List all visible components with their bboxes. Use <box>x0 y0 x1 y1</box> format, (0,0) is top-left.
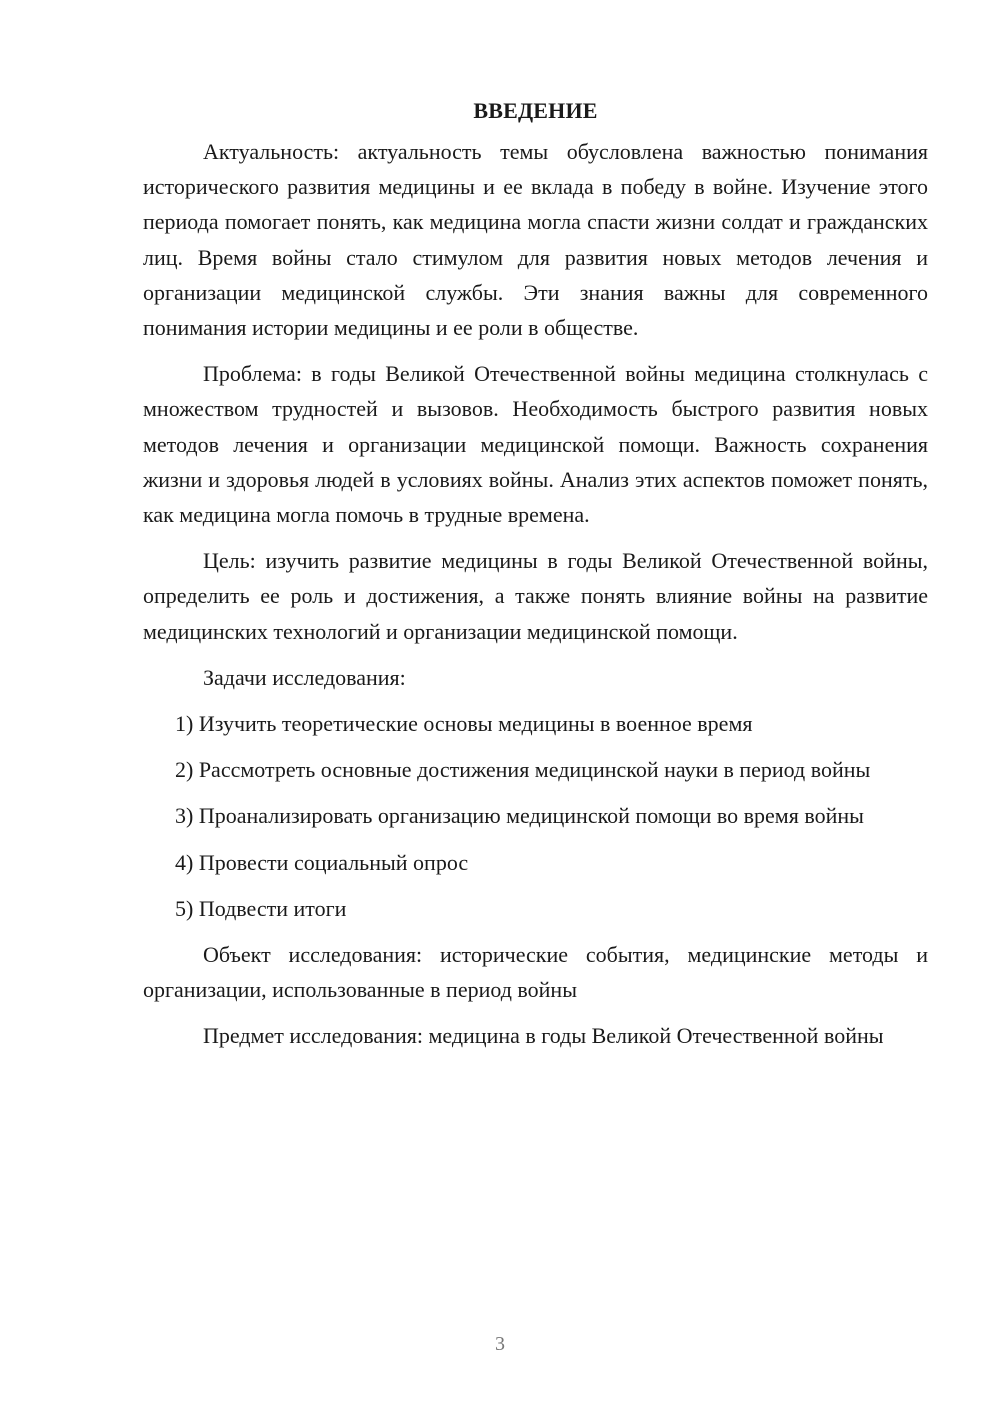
task-item-3: 3) Проанализировать организацию медицинской помощи во время войны <box>175 803 864 829</box>
page-title: ВВЕДЕНИЕ <box>473 98 598 123</box>
task-item-1: 1) Изучить теоретические основы медицины в военное время <box>175 711 753 737</box>
paragraph-goal: Цель: изучить развитие медицины в годы Великой Отечественной войны, определить ее роль и достижения, а также понять влияние войны на развитие медицинских технологий и организации медицинской помощи. <box>143 548 928 644</box>
task-item-4: 4) Провести социальный опрос <box>175 849 469 875</box>
task-item-5: 5) Подвести итоги <box>175 895 347 921</box>
document-page <box>143 94 928 1065</box>
paragraph-object: Объект исследования: исторические события, медицинские методы и организации, использованные в период войны <box>143 942 928 1003</box>
paragraph-relevance: Актуальность: актуальность темы обусловлена важностью понимания исторического развития медицины и ее вклада в победу в войне. Изучение этого периода помогает понять, как медицина могла спасти жизни солдат и гражданских лиц. Время войны стало стимулом для развития новых методов лечения и организации медицинской службы. Эти знания важны для современного понимания истории медицины и ее роли в обществе. <box>143 139 928 341</box>
paragraph-subject: Предмет исследования: медицина в годы Великой Отечественной войны <box>203 1023 884 1049</box>
paragraph-problem: Проблема: в годы Великой Отечественной войны медицина столкнулась с множеством трудностей и вызовов. Необходимость быстрого развития новых методов лечения и организации медицинской помощи. Важность сохранения жизни и здоровья людей в условиях войны. Анализ этих аспектов поможет понять, как медицина могла помочь в трудные времена. <box>143 361 928 528</box>
page-number: 3 <box>495 1333 505 1355</box>
tasks-heading: Задачи исследования: <box>203 664 406 690</box>
task-item-2: 2) Рассмотреть основные достижения медицинской науки в период войны <box>175 757 871 783</box>
